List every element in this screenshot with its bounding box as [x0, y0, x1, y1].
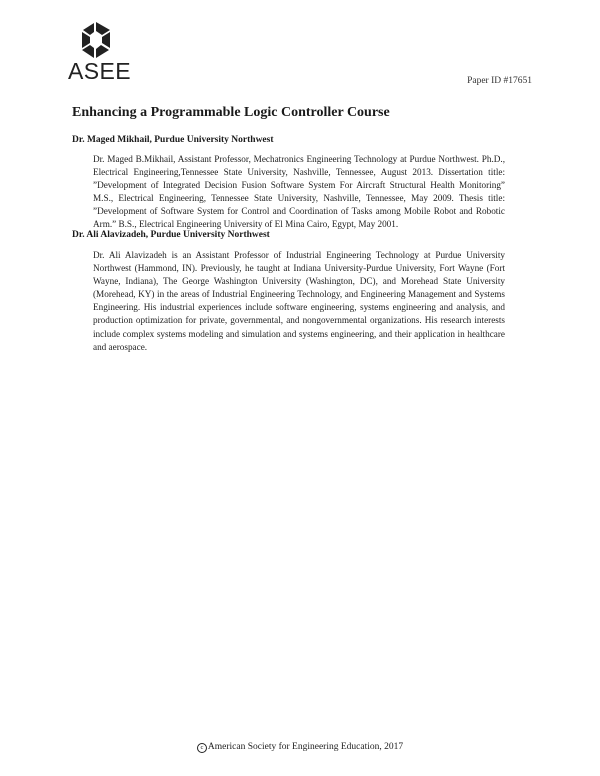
- logo-wordmark: ASEE: [68, 58, 131, 84]
- asee-logo-icon: [80, 22, 112, 60]
- copyright-icon: c: [197, 743, 207, 753]
- copyright-text: American Society for Engineering Education, 2017: [207, 742, 404, 752]
- author-bio: Dr. Ali Alavizadeh is an Assistant Professor of Industrial Engineering Technology at Purdue University Northwest (Hammond, IN). Previously, he taught at Indiana University-Purdue University, Fort Wayne (Fort Wayne, Indiana), The George Washington University (Washington, DC), and Morehead State University (Morehead, KY) in the areas of Industrial Engineering Technology, and Engineering Management and Systems Engineering. His industrial experiences include software engineering, systems engineering and analysis, and production optimization for private, governmental, and nongovernmental organizations. His research interests include complex systems modeling and simulation and systems engineering, and their application in healthcare and aerospace.: [93, 250, 505, 352]
- author-bio: Dr. Maged B.Mikhail, Assistant Professor, Mechatronics Engineering Technology at Purdue Northwest. Ph.D., Electrical Engineering,Tennessee State University, Nashville, Tennessee, August 2013. Dissertation title: ”Development of Integrated Decision Fusion Software System For Aircraft Structural Health Monitoring” M.S., Electrical Engineering, Tennessee State University, Nashville, Tennessee, May 2009. Thesis title: ”Development of Software System for Control and Coordination of Tasks among Mobile Robot and Robotic Arm.” B.S., Electrical Engineering University of El Mina Cairo, Egypt, May 2001.: [93, 154, 505, 230]
- copyright-footer: [0, 742, 600, 753]
- asee-logo: [68, 22, 131, 88]
- paper-title: Enhancing a Programmable Logic Controller Course: [72, 105, 390, 120]
- paper-id: Paper ID #17651: [467, 76, 532, 86]
- author-name: Dr. Maged Mikhail, Purdue University Northwest: [72, 135, 274, 145]
- author-name: Dr. Ali Alavizadeh, Purdue University Northwest: [72, 230, 270, 240]
